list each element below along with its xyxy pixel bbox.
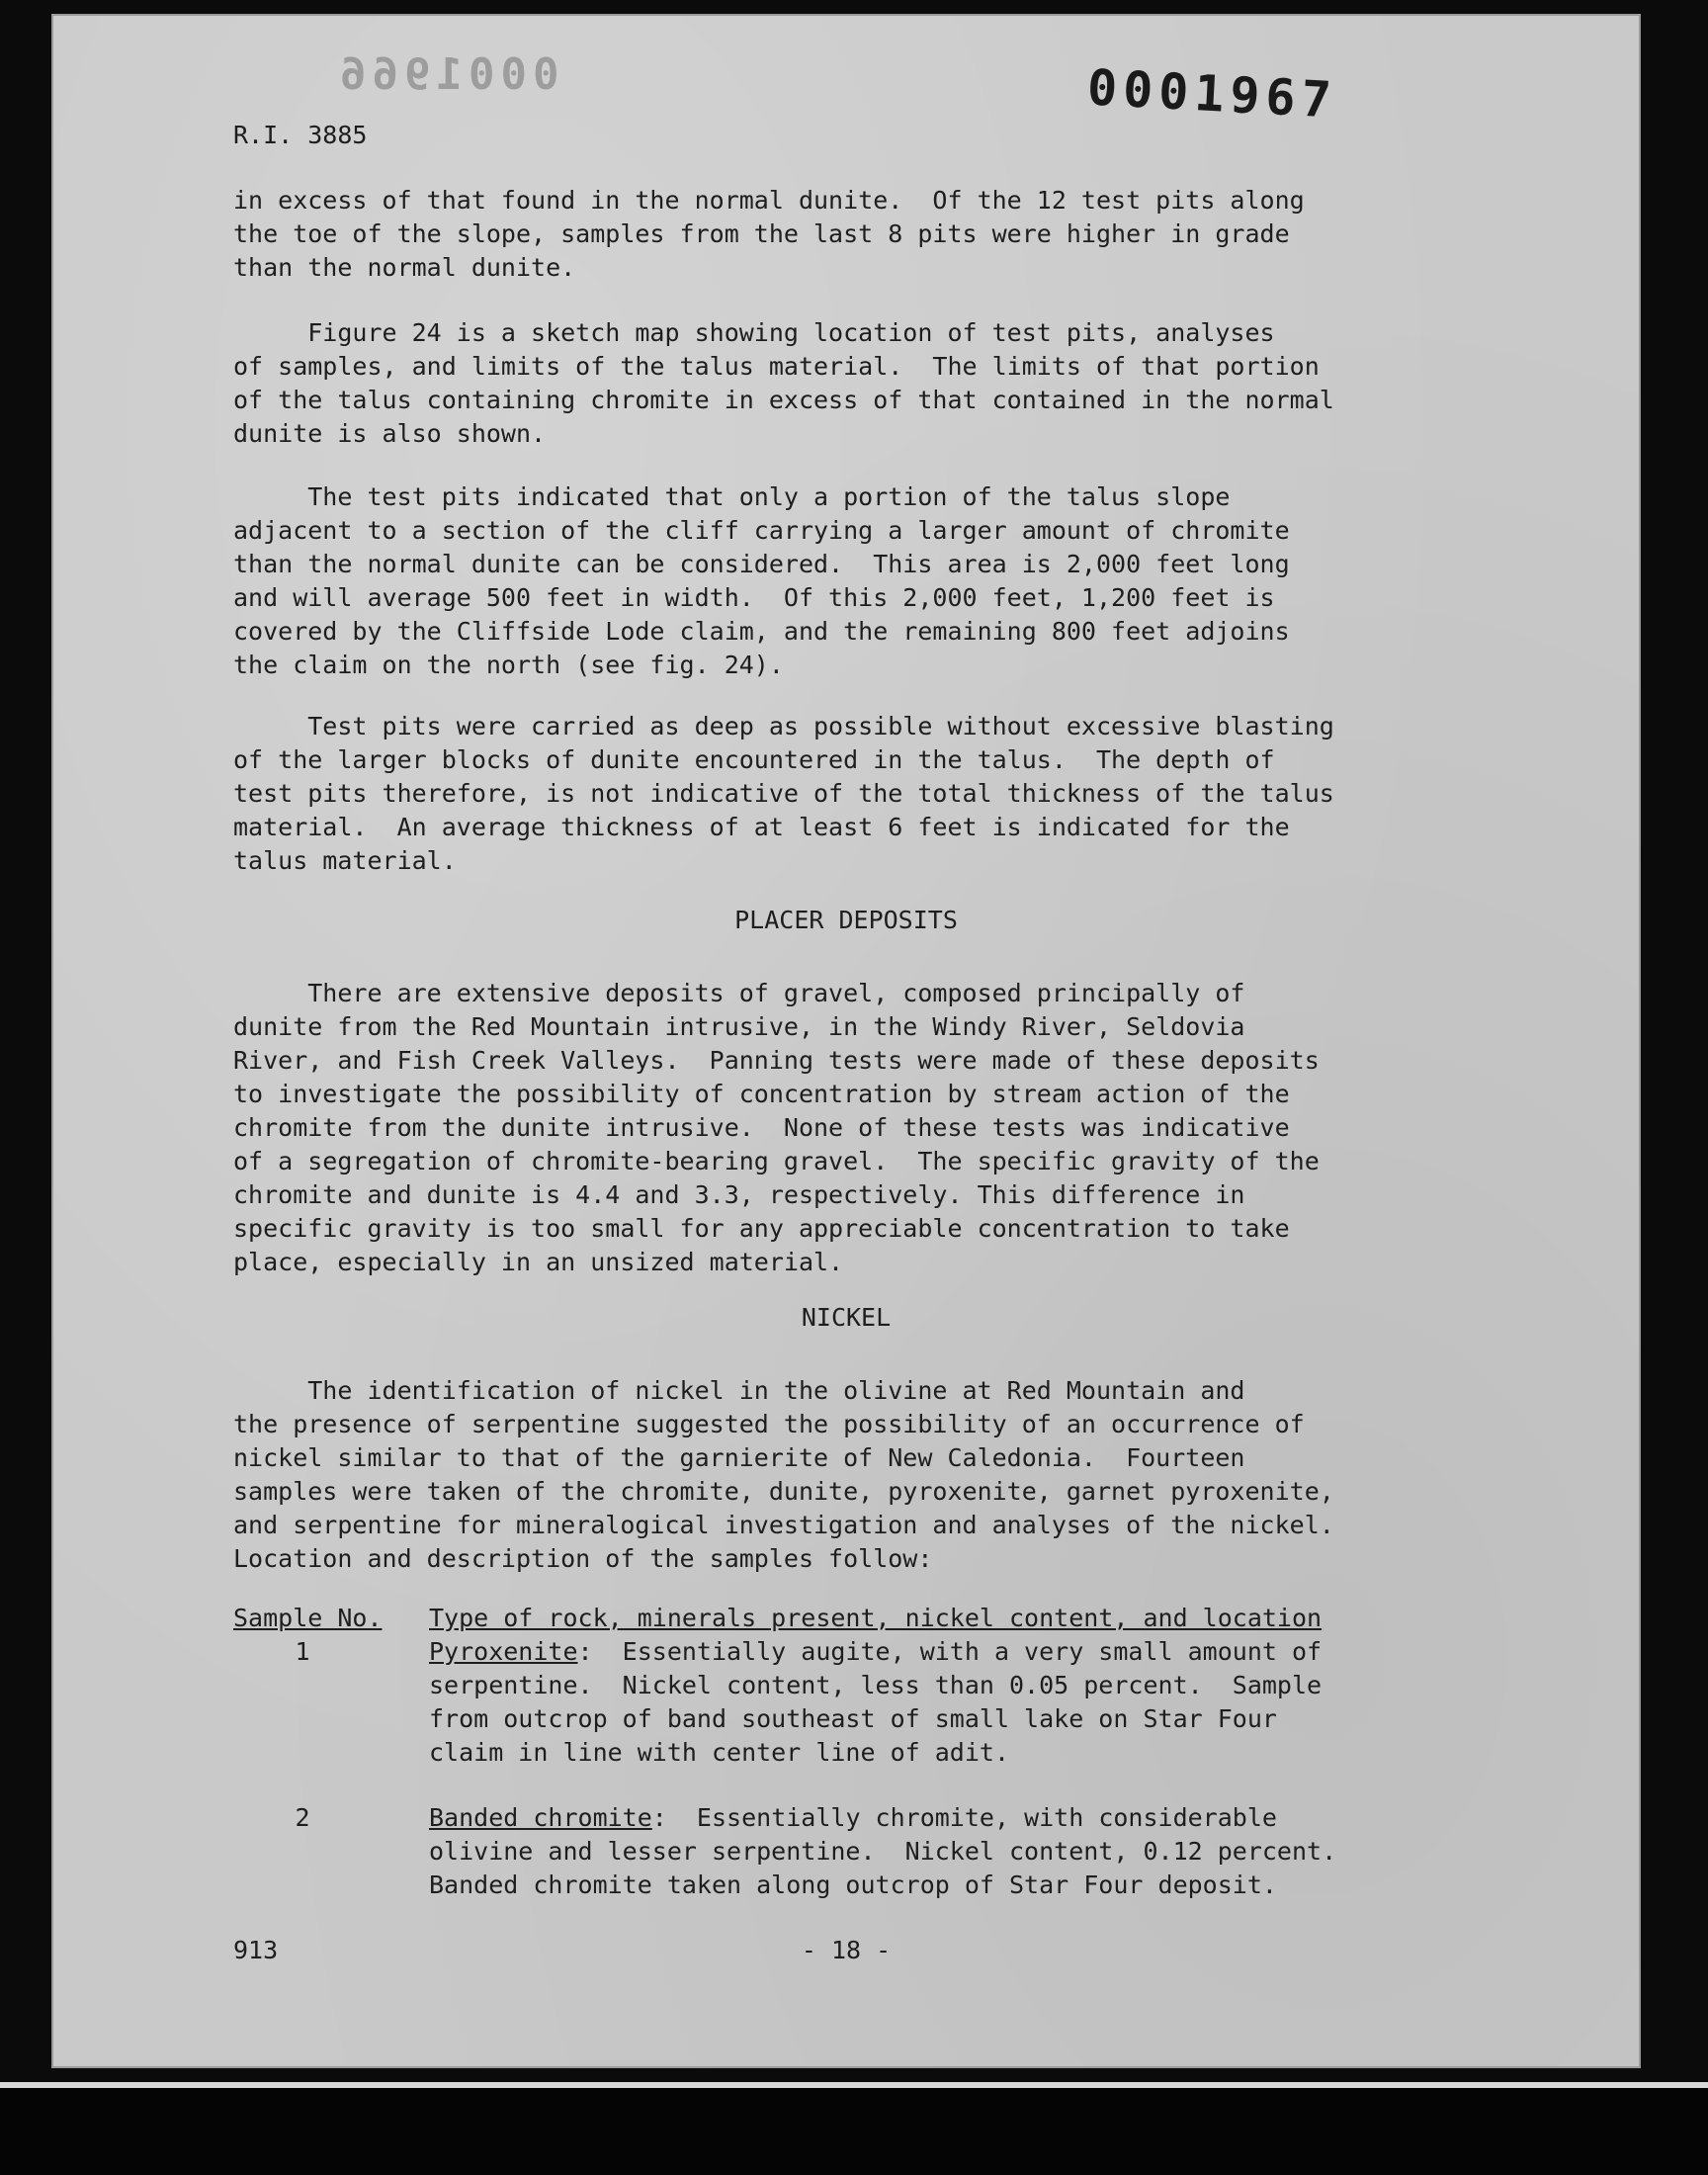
rock-type: Pyroxenite <box>429 1637 578 1666</box>
paragraph-test-pit-depth: Test pits were carried as deep as possible without excessive blasting of the larger blocks of dunite encountered in the talus. The depth of test pits therefore, is not indicative of the total thickness of the talus material. An average thickness of at least 6 feet is indicated for the talus material. <box>233 712 1334 875</box>
paragraph-test-pits: The test pits indicated that only a portion of the talus slope adjacent to a section of the cliff carrying a larger amount of chromite than the normal dunite can be considered. This area is 2,000 feet long and will average 500 feet in width. Of this 2,000 feet, 1,200 feet is covered by the Cliffside Lode claim, and the remaining 800 feet adjoins the claim on the north (see fig. 24). <box>233 482 1290 679</box>
sample-number: 2 <box>295 1803 310 1832</box>
paragraph-figure-24: Figure 24 is a sketch map showing location of test pits, analyses of samples, and limits of the talus material. The limits of that portion of the talus containing chromite in excess of that contained in the normal dunite is also shown. <box>233 318 1334 448</box>
footer-code: 913 <box>233 1936 279 1964</box>
sample-details: : Essentially chromite, with considerable olivine and lesser serpentine. Nickel content, 0.12 percent. Banded chromite taken along outcrop of Star Four deposit. <box>429 1803 1337 1899</box>
description-column-header: Type of rock, minerals present, nickel content, and location <box>429 1604 1323 1632</box>
sample-description <box>429 1801 1336 1902</box>
nickel-heading: NICKEL <box>801 1303 892 1332</box>
sample-number: 1 <box>295 1637 310 1666</box>
paragraph-excess-dunite: in excess of that found in the normal dunite. Of the 12 test pits along the toe of the slope, samples from the last 8 pits were higher in grade than the normal dunite. <box>233 186 1305 282</box>
placer-deposits-paragraph: There are extensive deposits of gravel, composed principally of dunite from the Red Mountain intrusive, in the Windy River, Seldovia River, and Fish Creek Valleys. Panning tests were made of these deposits to investigate the possibility of concentration by stream action of the chromite from the dunite intrusive. None of these tests was indicative of a segregation of chromite-bearing gravel. The specific gravity of the chromite and dunite is 4.4 and 3.3, respectively. This difference in specific gravity is too small for any appreciable concentration to take place, especially in an unsized material. <box>233 979 1320 1276</box>
faded-page-stamp: 0001966 <box>334 49 559 100</box>
page-stamp-number: 0001967 <box>1085 58 1339 130</box>
document-page <box>51 14 1641 2068</box>
sample-description <box>429 1635 1322 1770</box>
sample-no-column-header: Sample No. <box>233 1604 383 1632</box>
nickel-paragraph: The identification of nickel in the olivine at Red Mountain and the presence of serpentine suggested the possibility of an occurrence of nickel similar to that of the garnierite of New Caledonia. Fourteen samples were taken of the chromite, dunite, pyroxenite, garnet pyroxenite, and serpentine for mineralogical investigation and analyses of the nickel. Location and description of the samples follow: <box>233 1376 1334 1573</box>
report-id: R.I. 3885 <box>233 121 368 149</box>
sample-details: : Essentially augite, with a very small amount of serpentine. Nickel content, less than 0.05 percent. Sample from outcrop of band southeast of small lake on Star Four claim in line with center line of adit. <box>429 1637 1323 1767</box>
scanner-border <box>0 2088 1708 2175</box>
rock-type: Banded chromite <box>429 1803 652 1832</box>
placer-deposits-heading: PLACER DEPOSITS <box>734 906 958 934</box>
page-number: - 18 - <box>801 1936 892 1964</box>
